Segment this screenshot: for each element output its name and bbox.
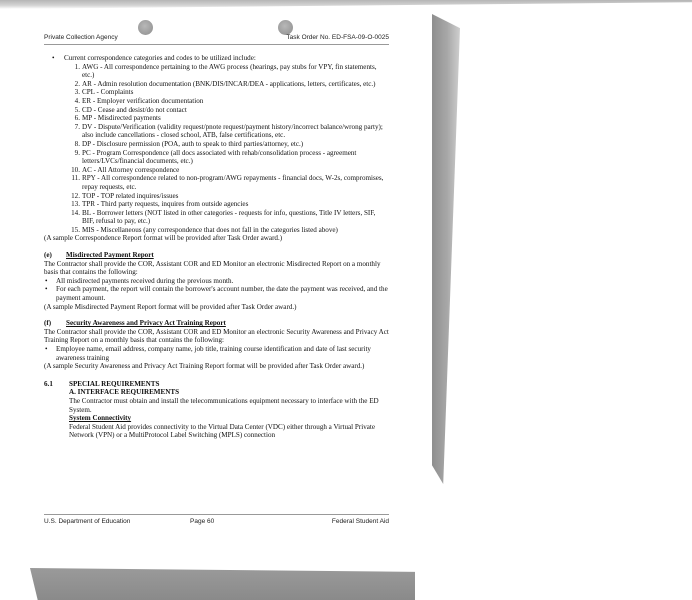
code-text: DV - Dispute/Verification (validity request/pnote request/payment history/incorrect balance/wrong party); also include cancellations - closed school, ATB, false certifications, etc.	[82, 122, 383, 140]
section-6-1-number: 6.1	[44, 379, 53, 388]
code-text: PC - Program Correspondence (all docs associated with rehab/consolidation process - agreement letters/LVCs/financial documents, etc.)	[82, 148, 357, 166]
code-text: AR - Admin resolution documentation (BNK/DIS/INCAR/DEA - applications, letters, certificates, etc.)	[82, 79, 376, 88]
document-page	[44, 34, 389, 440]
code-number: 13.	[71, 200, 80, 209]
scan-edge-top	[0, 0, 692, 9]
code-number: 8.	[74, 139, 80, 148]
interface-requirements-heading: A. INTERFACE REQUIREMENTS	[69, 388, 180, 397]
footer-department: U.S. Department of Education	[44, 518, 131, 525]
code-item	[44, 166, 389, 175]
code-text: CPL - Complaints	[82, 88, 134, 97]
section-f-bullets	[44, 345, 389, 362]
header-task-order: Task Order No. ED-FSA-09-O-0025	[286, 34, 389, 41]
section-e-letter: (e)	[44, 251, 52, 260]
system-connectivity-heading: System Connectivity	[69, 414, 132, 423]
code-item	[44, 114, 389, 123]
codes-note: (A sample Correspondence Report format will be provided after Task Order award.)	[44, 234, 283, 243]
interface-requirements-paragraph: The Contractor must obtain and install the telecommunications equipment necessary to interface with the ED System.	[69, 396, 379, 414]
code-number: 15.	[71, 225, 80, 234]
code-item	[44, 97, 389, 106]
page-header	[44, 34, 389, 45]
section-6-1-heading	[44, 380, 389, 397]
list-item: • All misdirected payments received during the previous month.	[44, 277, 389, 286]
section-f-paragraph: The Contractor shall provide the COR, Assistant COR and ED Monitor an electronic Security Awareness and Privacy Act Training Report on a monthly basis that contains the following:	[44, 327, 389, 345]
section-e-note: (A sample Misdirected Payment Report format will be provided after Task Order award.)	[44, 302, 297, 311]
punch-hole-right	[278, 20, 293, 35]
code-text: AC - All Attorney correspondence	[82, 165, 180, 174]
code-text: DP - Disclosure permission (POA, auth to speak to third parties/attorney, etc.)	[82, 139, 304, 148]
code-item	[44, 123, 389, 140]
code-number: 7.	[74, 122, 80, 131]
code-number: 6.	[74, 114, 80, 123]
header-agency: Private Collection Agency	[44, 34, 118, 41]
code-number: 9.	[74, 148, 80, 157]
system-connectivity-paragraph: Federal Student Aid provides connectivity to the Virtual Data Center (VDC) either through a Virtual Private Network (VPN) or a MultiProtocol Label Switching (MPLS) connection	[69, 422, 376, 440]
correspondence-codes-list	[44, 63, 389, 235]
code-item	[44, 106, 389, 115]
section-e-heading	[44, 251, 389, 260]
code-number: 3.	[74, 88, 80, 97]
scan-shadow-right	[432, 14, 460, 484]
code-number: 4.	[74, 96, 80, 105]
footer-fsa: Federal Student Aid	[331, 518, 389, 525]
code-item	[44, 88, 389, 97]
code-text: BL - Borrower letters (NOT listed in other categories - requests for info, questions, Title IV letters, SIF, BIF, refusal to pay, etc.)	[82, 208, 376, 226]
code-item	[44, 226, 389, 235]
code-text: ER - Employer verification documentation	[82, 96, 204, 105]
code-number: 11.	[71, 174, 80, 183]
list-item: • Employee name, email address, company name, job title, training course identification and date of last security awareness training	[44, 345, 389, 362]
code-text: TPR - Third party requests, inquires from outside agencies	[82, 200, 249, 209]
scan-shadow-bottom	[30, 568, 415, 600]
code-number: 2.	[74, 79, 80, 88]
code-item	[44, 80, 389, 89]
code-text: CD - Cease and desist/do not contact	[82, 105, 187, 114]
intro-bullet: • Current correspondence categories and codes to be utilized include:	[44, 54, 389, 63]
section-e-paragraph: The Contractor shall provide the COR, Assistant COR and ED Monitor an electronic Misdirected Report on a monthly basis that contains the following:	[44, 259, 381, 277]
code-text: TOP - TOP related inquires/issues	[82, 191, 179, 200]
page-body	[44, 54, 389, 440]
code-item	[44, 63, 389, 80]
punch-hole-left	[138, 20, 153, 35]
code-item	[44, 149, 389, 166]
code-text: RPY - All correspondence related to non-program/AWG repayments - financial docs, W-2s, compromises, repay requests, etc.	[82, 174, 384, 191]
page-footer	[44, 514, 389, 525]
section-e-bullets	[44, 277, 389, 303]
section-f-title: Security Awareness and Privacy Act Training Report	[66, 319, 226, 328]
section-f-letter: (f)	[44, 319, 52, 328]
code-item	[44, 192, 389, 201]
code-item	[44, 174, 389, 191]
section-6-1-title: SPECIAL REQUIREMENTS	[69, 379, 160, 388]
section-e-title: Misdirected Payment Report	[66, 251, 154, 260]
code-number: 14.	[71, 208, 80, 217]
section-f-heading	[44, 319, 389, 328]
code-text: AWG - All correspondence pertaining to the AWG process (hearings, pay stubs for VPY, fin statements, etc.)	[82, 62, 377, 80]
code-number: 1.	[74, 62, 80, 71]
code-item	[44, 200, 389, 209]
code-number: 12.	[71, 191, 80, 200]
section-f-note: (A sample Security Awareness and Privacy Act Training Report format will be provided after Task Order award.)	[44, 362, 365, 371]
code-number: 5.	[74, 105, 80, 114]
code-item	[44, 209, 389, 226]
code-number: 10.	[71, 165, 80, 174]
code-text: MIS - Miscellaneous (any correspondence that does not fall in the categories listed above)	[82, 225, 338, 234]
code-item	[44, 140, 389, 149]
code-text: MP - Misdirected payments	[82, 114, 161, 123]
list-item: • For each payment, the report will contain the borrower's account number, the date the payment was received, and the payment amount.	[44, 285, 389, 302]
footer-page-number: Page 60	[190, 518, 215, 525]
